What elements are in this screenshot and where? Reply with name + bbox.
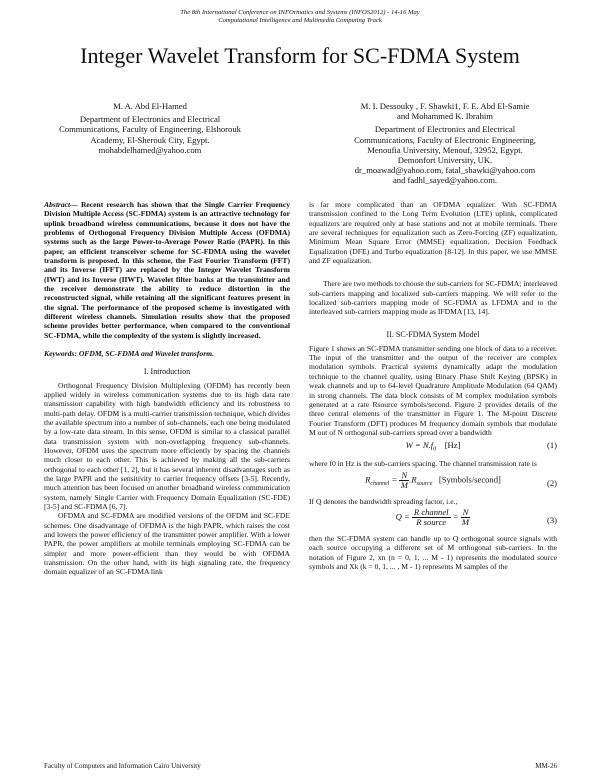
- author-block-left: [40, 101, 260, 155]
- paper-title: Integer Wavelet Transform for SC-FDMA System: [80, 43, 520, 68]
- eq2-lhs: R: [365, 474, 371, 485]
- paragraph: OFDMA and SC-FDMA are modified versions of the OFDM and SC-FDE schemes. One disadvantage of OFDMA is the high PAPR, which raises the cost and lowers the power efficiency of the transmitter power amplifier. With a lower PAPR, the power amplifiers at mobile terminals employing SC-FDMA can be simpler and more power-efficient than they would be with OFDMA transmission. On the other hand, with its high signaling rate, the frequency domain equalizer of an SC-FDMA link: [44, 511, 290, 577]
- abstract-text: Recent research has shown that the Single Carrier Frequency Division Multiple Access (SC-FDMA) system is an attractive technology for uplink broadband wireless communications, because it does not have the problems of Orthogonal Frequency Division Multiple Access (OFDMA) systems such as the large Power-to-Average Power Ratio (PAPR). In this paper, an efficient transceiver scheme for SC-FDMA using the wavelet transform is proposed. In this scheme, the Fast Fourier Transform (FFT) and its Inverse (IFFT) are replaced by the Integer Wavelet Transform (IWT) and its Inverse (IIWT). Wavelet filter banks at the transmitter and the receiver demonstrate the ability to reduce distortion in the reconstructed signal, while retaining all the significant features present in the signal. The performance of the proposed scheme is investigated with different wireless channels. Simulation results show that the proposed scheme provides better performance, when compared to the conventional SC-FDMA, while the complexity of the system is slightly increased.: [44, 200, 290, 340]
- paragraph: If Q denotes the bandwidth spreading factor, i.e.,: [309, 496, 458, 506]
- keywords-text: OFDM, SC-FDMA and Wavelet transform.: [78, 349, 214, 359]
- abstract-label: Abstract—: [44, 200, 78, 209]
- keywords: [44, 349, 290, 358]
- equation-number: (2): [546, 477, 557, 488]
- equation-3: Q = $\frac{\text{R channel}}{\text{R source}}$ = $\frac{N}{M}$ (3): [395, 506, 557, 527]
- eq2-rhs: .R: [409, 474, 417, 485]
- section-heading-system-model: II. SC-FDMA System Model: [386, 329, 480, 339]
- eq2-numerator: N: [401, 469, 408, 480]
- paragraph: Figure 1 shows an SC-FDMA transmitter sending one block of data to a receiver. The input of the transmitter and the output of the receiver are complex modulation symbols. Practical systems dynamically adapt the modulation technique to the channel quality, using Binary Phase Shift Keying (BPSK) in weak channels and up to 64-level Quadrature Amplitude Modulation (64 QAM) in strong channels. The data block consists of M complex modulation symbols generated at a rate Rsource symbols/second. Figure 2 provides details of the three central elements of the transmitter in Figure 1. The M-point Discrete Fourier Transform (DFT) produces M frequency domain symbols that modulate M out of N orthogonal sub-carriers spread over a bandwidth: [309, 343, 557, 437]
- eq3-fraction-2: [461, 508, 471, 527]
- paragraph: is far more complicated than an OFDMA equalizer. With SC-FDMA transmission confined to the Long Term Evolution (LTE) uplink, complicated equalizers are required only at base stations and not at mobile terminals. There are several techniques for equalization such as Zero-Forcing (ZF) equalization, Minimum Mean Square Error (MMSE) equalization, Decision Feedback Equalization (DFE) and Turbo equalization [8-12]. In this paper, we use MMSE and ZF equalization.: [309, 200, 557, 266]
- conference-line-1: The 8th International Conference on INFOrmatics and Systems (INFOS2012) - 14-16 May: [180, 9, 420, 16]
- affiliation-line: Communications, Faculty of Electronic Engineering,: [354, 134, 536, 145]
- eq3-numerator-2: N: [462, 506, 469, 517]
- equation-1: [309, 437, 557, 459]
- author-email: dr_moawad@yahoo.com, fatal_shawki@yahoo.com: [354, 165, 536, 176]
- conference-line-2: Computational Intelligence and Multimedia Computing Track: [218, 17, 382, 24]
- affiliation-line: Demonfort University, UK.: [397, 155, 493, 166]
- author-email: mohabdelhamed@yahoo.com: [98, 144, 202, 155]
- right-column: [309, 200, 557, 571]
- eq3-numerator-1: R channel: [413, 506, 449, 517]
- eq3-fraction-1: [412, 508, 451, 527]
- eq3-denominator-2: M: [461, 516, 470, 527]
- page-number: MM-26: [535, 762, 557, 770]
- affiliation-line: Department of Electronics and Electrical: [374, 124, 516, 135]
- section-heading-introduction: I. Introduction: [143, 366, 191, 376]
- paragraph: There are two methods to choose the sub-carriers for SC-FDMA; interleaved sub-carriers mapping and localized sub-carriers mapping. We will refer to the localized sub-carriers mapping mode of SC-FDMA as LFDMA and to the interleaved sub-carriers mapping mode as IFDMA [13, 14].: [309, 279, 557, 317]
- author-block-right: [310, 101, 580, 186]
- footer-institution: Faculty of Computers and Information Cairo University: [44, 762, 201, 770]
- eq2-denominator: M: [400, 479, 408, 490]
- author-names: and Mohammed K. Ibrahim: [397, 111, 493, 122]
- affiliation-line: Communications, Faculty of Engineering, Elshorouk: [59, 124, 241, 135]
- keywords-label: Keywords:: [44, 349, 77, 359]
- author-name: M. A. Abd El-Hamed: [113, 101, 187, 111]
- eq2-fraction: [399, 471, 409, 490]
- equation-2: $R_{channel}$ = $\frac{N}{M}$ $.R_{source}$ [Symbols/second] (2): [365, 469, 557, 490]
- paragraph: where f0 in Hz is the sub-carriers spacing. The channel transmission rate is: [309, 459, 537, 469]
- eq2-rhs-subscript: source: [416, 480, 433, 487]
- eq3-lhs: Q =: [395, 511, 410, 522]
- paragraph: then the SC-FDMA system can handle up to Q orthogonal source signals with each source occupying a different set of M orthogonal sub-carriers. In the notation of Figure 2, xn (n = 0, 1, ... M - 1) represents the modulated source symbols and Xk (k = 0, 1, ... , M - 1) represents M samples of the: [309, 533, 557, 571]
- abstract: [44, 200, 290, 340]
- conference-header: [0, 9, 600, 25]
- paragraph: Orthogonal Frequency Division Multiplexing (OFDM) has recently been applied widely in wireless communication systems due to its high data rate transmission capability with high bandwidth efficiency and its robustness to multi-path delay. OFDM is a multi-carrier transmission technique, which divides the available spectrum into a number of sub-channels, each one being modulated by a low-rate data stream. In this sense, OFDM is similar to a classical parallel data transmission system with non-overlapping frequency sub-channels. However, OFDM uses the spectrum more efficiently by spacing the channels much closer to each other. This is achieved by making all the sub-carriers orthogonal to each other [1, 2], but it has several inherent disadvantages such as the large PAPR and the sensitivity to carrier frequency offsets [3-5]. Recently, much attention has been focused on another broadband wireless communication system, namely Single Carrier with Frequency Domain Equalization (SC-FDE) [3-5] and SC-FDMA [6, 7].: [44, 380, 290, 511]
- affiliation-line: Department of Electronics and Electrical: [79, 114, 221, 125]
- eq3-denominator-1: R source: [416, 516, 447, 527]
- affiliation-line: Academy, El-Sherouk City, Egypt.: [90, 134, 210, 145]
- author-names: M. I. Dessouky , F. Shawki1, F. E. Abd El-Samie: [360, 101, 530, 111]
- eq1-unit: [Hz]: [444, 440, 461, 451]
- eq2-unit: [Symbols/second]: [438, 474, 501, 485]
- left-column: [44, 200, 290, 577]
- author-email: and fadhl_sayed@yahoo.com.: [392, 175, 498, 186]
- equation-number: (3): [546, 514, 557, 525]
- equation-number: (1): [546, 440, 557, 451]
- eq2-lhs-subscript: channel: [370, 480, 390, 487]
- eq1-expression: W = N.f: [405, 440, 434, 451]
- eq1-subscript: 0: [433, 446, 437, 453]
- affiliation-line: Menoufia University, Menouf, 32952, Egypt.: [367, 144, 523, 155]
